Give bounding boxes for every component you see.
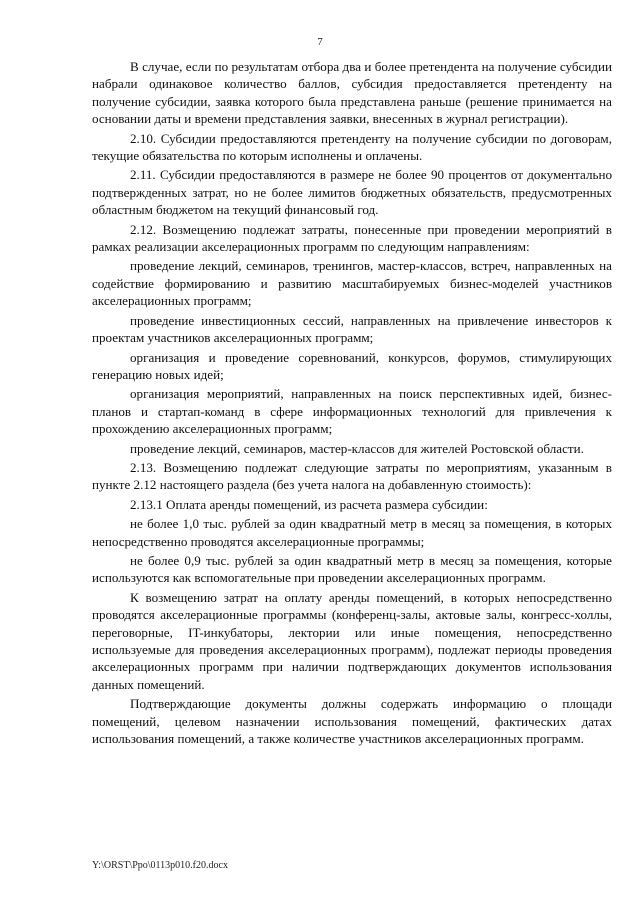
paragraph: организация мероприятий, направленных на поиск перспективных идей, бизнес-планов и стартап-команд в сфере информационных технологий для привлечения к прохождению акселерационных программ; [92, 386, 612, 437]
paragraph: В случае, если по результатам отбора два и более претендента на получение субсидии набрали одинаковое количество баллов, субсидия предоставляется претенденту на получение субсидии, заявка которого была представлена раньше (решение принимается на основании даты и времени представления заявки, внесенных в журнал регистрации). [92, 59, 612, 127]
paragraph: К возмещению затрат на оплату аренды помещений, в которых непосредственно проводятся акселерационные программы (конференц-залы, актовые залы, конгресс-холлы, переговорные, IT-инкубаторы, лектории или иные помещения, непосредственно используемые для проведения акселерационных программ), подлежат периоды проведения акселерационных программ при наличии подтверждающих документов использования данных помещений. [92, 589, 612, 692]
paragraph: 2.13. Возмещению подлежат следующие затраты по мероприятиям, указанным в пункте 2.12 настоящего раздела (без учета налога на добавленную стоимость): [92, 459, 612, 493]
paragraph: проведение инвестиционных сессий, направленных на привлечение инвесторов к проектам участников акселерационных программ; [92, 312, 612, 346]
document-body [92, 58, 612, 749]
paragraph: Подтверждающие документы должны содержать информацию о площади помещений, целевом назначении использования помещений, фактических датах использования помещений, а также количестве участников акселерационных программ. [92, 696, 612, 747]
paragraph: проведение лекций, семинаров, тренингов, мастер-классов, встреч, направленных на содействие формированию и развитию масштабируемых бизнес-моделей участников акселерационных программ; [92, 258, 612, 309]
paragraph: 2.13.1 Оплата аренды помещений, из расчета размера субсидии: [130, 496, 488, 512]
paragraph: не более 1,0 тыс. рублей за один квадратный метр в месяц за помещения, в которых непосредственно проводятся акселерационные программы; [92, 516, 612, 549]
paragraph: не более 0,9 тыс. рублей за один квадратный метр в месяц за помещения, которые используются как вспомогательные при проведении акселерационных программ. [92, 552, 612, 586]
page-number: 7 [317, 36, 323, 48]
footer-file-path: Y:\ORST\Ppo\0113p010.f20.docx [92, 860, 228, 871]
paragraph: проведение лекций, семинаров, мастер-классов для жителей Ростовской области. [130, 440, 584, 456]
paragraph: организация и проведение соревнований, конкурсов, форумов, стимулирующих генерацию новых идей; [92, 349, 612, 382]
paragraph: 2.10. Субсидии предоставляются претенденту на получение субсидии по договорам, текущие обязательства по которым исполнены и оплачены. [92, 130, 612, 164]
paragraph: 2.11. Субсидии предоставляются в размере не более 90 процентов от документально подтвержденных затрат, но не более лимитов бюджетных обязательств, предусмотренных областным бюджетом на текущий финансовый год. [92, 167, 612, 218]
paragraph: 2.12. Возмещению подлежат затраты, понесенные при проведении мероприятий в рамках реализации акселерационных программ по следующим направлениям: [92, 221, 612, 255]
